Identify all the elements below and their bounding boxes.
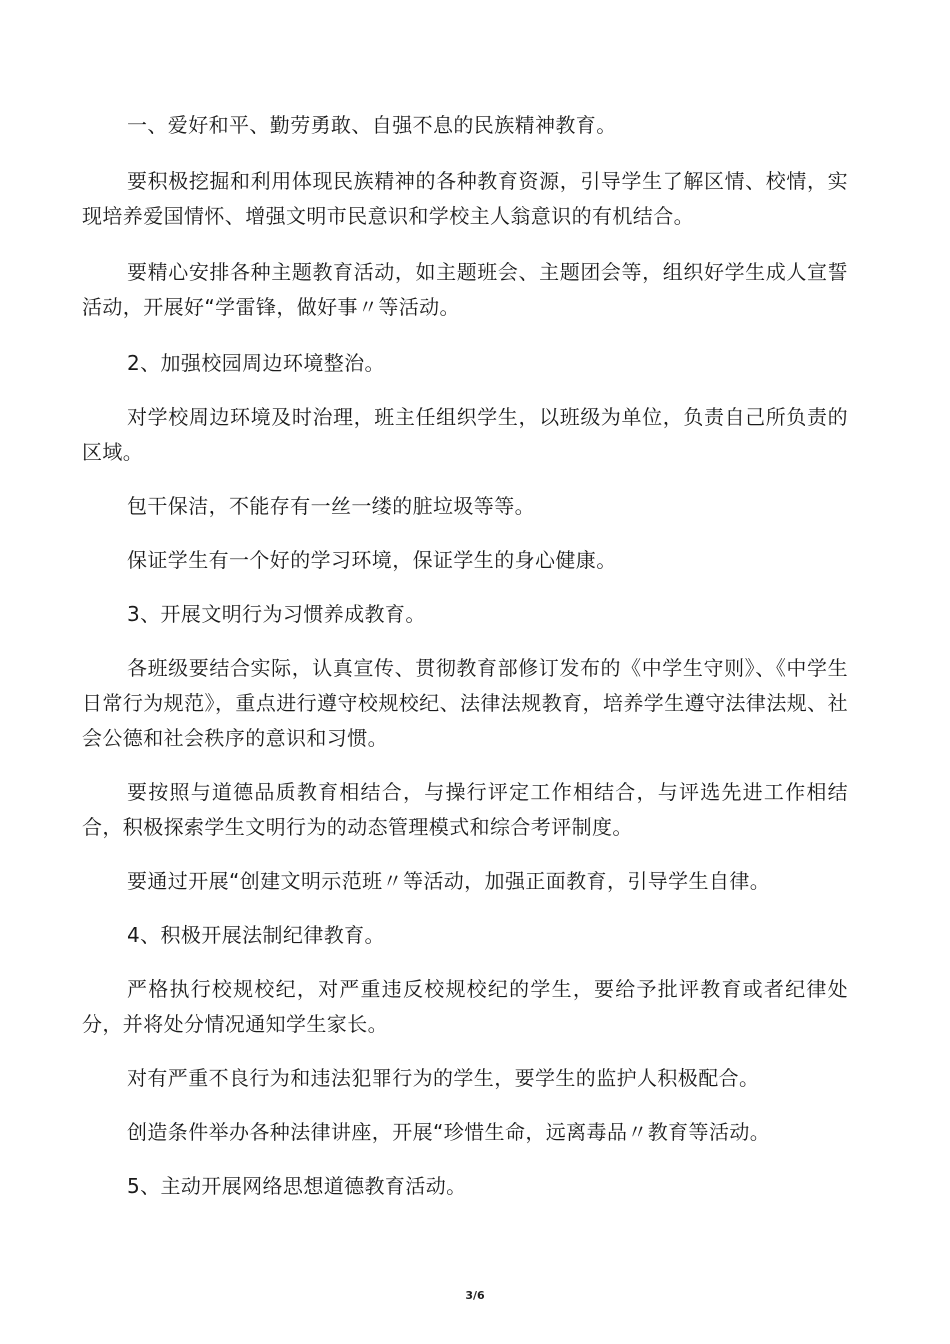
body-paragraph: 要积极挖掘和利用体现民族精神的各种教育资源，引导学生了解区情、校情，实现培养爱国情怀、增强文明市民意识和学校主人翁意识的有机结合。 — [82, 169, 848, 228]
body-paragraph: 各班级要结合实际，认真宣传、贯彻教育部修订发布的《中学生守则》、《中学生日常行为规范》，重点进行遵守校规校纪、法律法规教育，培养学生遵守法律法规、社会公德和社会秩序的意识和习惯。 — [82, 656, 848, 750]
section-heading: 3、开展文明行为习惯养成教育。 — [127, 602, 426, 626]
body-paragraph: 包干保洁，不能存有一丝一缕的脏垃圾等等。 — [127, 494, 535, 518]
section-heading: 2、加强校园周边环境整治。 — [127, 351, 385, 375]
section-heading: 5、主动开展网络思想道德教育活动。 — [127, 1174, 467, 1198]
body-paragraph: 要通过开展“创建文明示范班〃等活动，加强正面教育，引导学生自律。 — [127, 869, 771, 893]
body-paragraph: 严格执行校规校纪，对严重违反校规校纪的学生，要给予批评教育或者纪律处分，并将处分情况通知学生家长。 — [82, 977, 848, 1036]
document-body — [82, 108, 848, 1204]
body-paragraph: 对有严重不良行为和违法犯罪行为的学生，要学生的监护人积极配合。 — [127, 1066, 760, 1090]
body-paragraph: 创造条件举办各种法律讲座，开展“珍惜生命，远离毒品〃教育等活动。 — [127, 1120, 771, 1144]
body-paragraph: 对学校周边环境及时治理，班主任组织学生，以班级为单位，负责自己所负责的区域。 — [82, 405, 848, 464]
body-paragraph: 要精心安排各种主题教育活动，如主题班会、主题团会等，组织好学生成人宣誓活动，开展好“学雷锋，做好事〃等活动。 — [82, 260, 848, 319]
body-paragraph: 保证学生有一个好的学习环境，保证学生的身心健康。 — [127, 548, 617, 572]
body-paragraph: 要按照与道德品质教育相结合，与操行评定工作相结合，与评选先进工作相结合，积极探索学生文明行为的动态管理模式和综合考评制度。 — [82, 780, 848, 839]
section-heading: 一、爱好和平、勤劳勇敢、自强不息的民族精神教育。 — [127, 113, 617, 137]
section-heading: 4、积极开展法制纪律教育。 — [127, 923, 385, 947]
page-number: 3/6 — [465, 1289, 485, 1302]
